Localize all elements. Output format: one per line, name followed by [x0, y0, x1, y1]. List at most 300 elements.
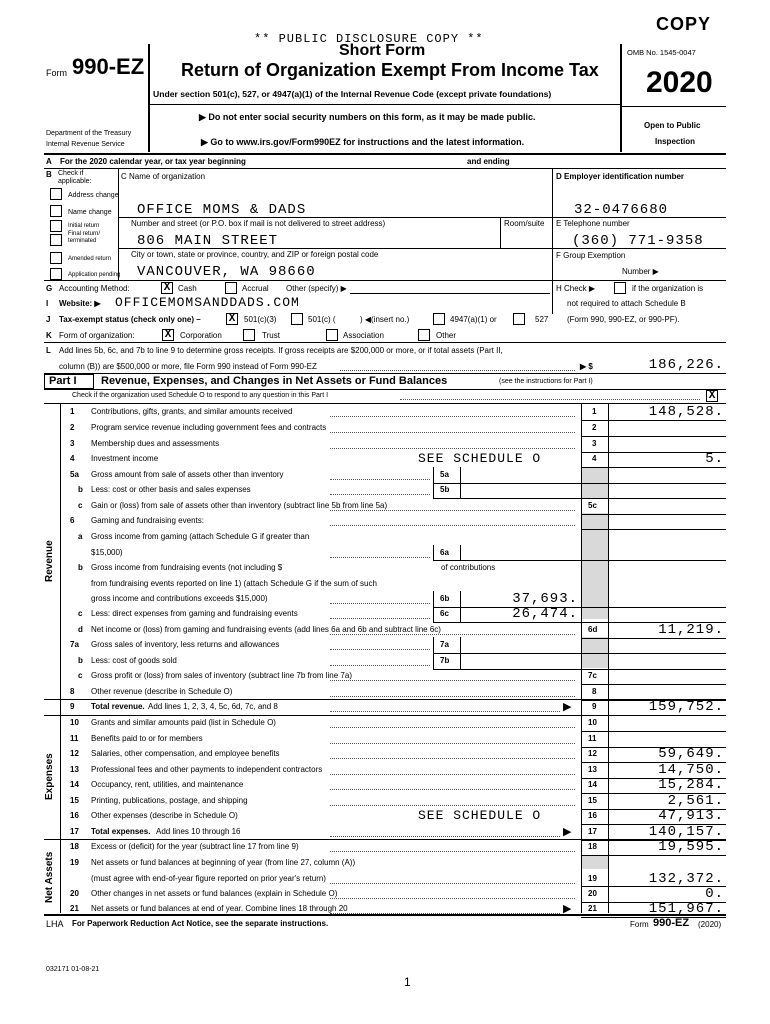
- net-assets-side-label: Net Assets: [44, 851, 55, 903]
- part1-title-note: (see the instructions for Part I): [499, 378, 593, 385]
- l5c-number: c: [78, 501, 83, 510]
- l17-amount[interactable]: 140,157.: [648, 824, 724, 840]
- address-change-label: Address change: [68, 192, 119, 199]
- l5a-number: 5a: [70, 470, 79, 479]
- omb-number: OMB No. 1545-0047: [627, 48, 696, 57]
- l5b-midbox-mid: [460, 482, 461, 498]
- open-public-1: Open to Public: [644, 121, 701, 130]
- l8-number: 8: [70, 687, 75, 696]
- l4-text: Investment income: [91, 454, 159, 463]
- l20-box-label: 20: [588, 889, 597, 898]
- amended-return-checkbox[interactable]: [50, 252, 62, 264]
- l3-number: 3: [70, 439, 75, 448]
- l5c-text: Gain or (loss) from sale of assets other than inventory (subtract line 5b from line 5a): [91, 501, 388, 510]
- street-rule: [118, 248, 552, 249]
- l19-text: Net assets or fund balances at beginning of year (from line 27, column (A)): [91, 858, 356, 867]
- room-divider: [500, 217, 501, 248]
- l1-leader: [330, 416, 575, 417]
- initial-return-label: Initial return: [68, 223, 100, 229]
- l7a-row-rule: [581, 653, 726, 654]
- l6a-midbox-bottom: [433, 560, 581, 561]
- block-bottom-rule: [44, 280, 726, 281]
- phone-label: E Telephone number: [556, 219, 630, 228]
- revenue-end-rule: [44, 699, 726, 700]
- l5a-amount-field[interactable]: [462, 467, 578, 483]
- l6b-midbox-left: [433, 591, 434, 607]
- open-public-2: Inspection: [655, 137, 696, 146]
- name-change-checkbox[interactable]: [50, 205, 62, 217]
- street-address[interactable]: 806 MAIN STREET: [137, 233, 279, 249]
- l6-row-rule: [581, 529, 726, 530]
- paperwork-notice: For Paperwork Reduction Act Notice, see the separate instructions.: [72, 919, 329, 928]
- l7a-amount-field[interactable]: [462, 637, 578, 653]
- initial-return-checkbox[interactable]: [50, 220, 62, 232]
- website-label: Website: ▶: [59, 299, 101, 308]
- l9-leader: [330, 711, 560, 712]
- l5a-text: Gross amount from sale of assets other than inventory: [91, 470, 284, 479]
- l13-leader: [330, 774, 575, 775]
- line-l-arrow: ▶ $: [580, 362, 593, 371]
- l5b-text: Less: cost or other basis and sales expenses: [91, 485, 251, 494]
- l7b-leader: [330, 665, 430, 666]
- other-method-field[interactable]: [350, 293, 550, 294]
- line-j-label: J: [46, 315, 51, 324]
- l7c-row-rule: [581, 684, 726, 685]
- l6b-text-tail: of contributions: [441, 563, 496, 572]
- header-divider-right: [620, 44, 622, 152]
- 4947-label: 4947(a)(1) or: [450, 315, 497, 324]
- l5b-leader: [330, 494, 430, 495]
- 501c3-label: 501(c)(3): [244, 315, 277, 324]
- line-b-text: Check if applicable:: [58, 170, 92, 185]
- form-title: Return of Organization Exempt From Income Tax: [181, 60, 599, 80]
- l7b-box-label: 7b: [440, 656, 450, 665]
- cash-checkbox[interactable]: X: [161, 282, 173, 294]
- expenses-side-label: Expenses: [44, 753, 55, 800]
- header-rule-1: [620, 106, 726, 107]
- col-b-divider: [118, 168, 119, 280]
- cash-label: Cash: [178, 284, 197, 293]
- l5a-box-label: 5a: [440, 470, 449, 479]
- l18-box-label: 18: [588, 842, 597, 851]
- footer-form-number: 990-EZ: [653, 917, 690, 929]
- l6a-text: Gross income from gaming (attach Schedule G if greater than: [91, 532, 310, 541]
- l17-number: 17: [70, 827, 79, 836]
- l7c-number: c: [78, 671, 83, 680]
- l7b-text: Less: cost of goods sold: [91, 656, 177, 665]
- schedule-o-leader: [400, 399, 700, 400]
- l7b-midbox-bottom: [433, 669, 581, 670]
- part1-header-rule: [44, 389, 726, 390]
- line-l-label: L: [46, 346, 51, 355]
- l6a-box-label: 6a: [440, 547, 449, 557]
- l19-amount[interactable]: 132,372.: [648, 870, 724, 887]
- disclosure-banner: ** PUBLIC DISCLOSURE COPY **: [254, 32, 484, 46]
- l19-box-label: 19: [588, 873, 597, 883]
- page-number: 1: [404, 975, 411, 989]
- l8-box-label: 8: [592, 687, 597, 696]
- l6b-amount[interactable]: 37,693.: [512, 591, 578, 607]
- group-number-label: Number ▶: [622, 267, 659, 276]
- schedule-o-check-text: Check if the organization used Schedule O to respond to any question in this Part I: [72, 392, 329, 399]
- footer-year: (2020): [698, 920, 722, 929]
- room-suite-label: Room/suite: [504, 219, 545, 228]
- l7b-midbox-mid: [460, 653, 461, 669]
- schedule-o-checkbox[interactable]: X: [706, 390, 718, 402]
- l18-row-rule: [581, 855, 726, 856]
- l7c-text: Gross profit or (loss) from sales of inventory (subtract line 7b from line 7a): [91, 671, 352, 680]
- l1-amount[interactable]: 148,528.: [648, 404, 724, 420]
- header-rule-2: [148, 104, 620, 105]
- l6d-box-label: 6d: [588, 625, 598, 634]
- l6a-midbox-mid: [460, 545, 461, 561]
- l5a-midbox-mid: [460, 467, 461, 483]
- l8-leader: [330, 696, 575, 697]
- l5a-row-rule: [581, 483, 726, 484]
- lha-label: LHA: [46, 919, 64, 929]
- l5b-amount-field[interactable]: [462, 482, 578, 498]
- l12-amount[interactable]: 59,649.: [658, 746, 724, 762]
- accounting-method-label: Accounting Method:: [59, 284, 130, 293]
- l6d-text: Net income or (loss) from gaming and fundraising events (add lines 6a and 6b and subtract line 6c): [91, 625, 441, 634]
- line-l-leader: [340, 370, 575, 371]
- l14-box-label: 14: [588, 780, 597, 789]
- l6a-row-rule: [581, 560, 726, 561]
- l6a-number: a: [78, 532, 83, 541]
- side-label-divider: [60, 403, 61, 913]
- shade-19-top: [582, 855, 608, 869]
- l3-leader: [330, 448, 575, 449]
- line-l-text2: column (B)) are $500,000 or more, file Form 990 instead of Form 990-EZ: [59, 362, 317, 371]
- l4-box-label: 4: [592, 454, 597, 463]
- l6b-text: Gross income from fundraising events (not including $: [91, 563, 283, 572]
- 527-checkbox[interactable]: [513, 313, 525, 325]
- l19-text2: (must agree with end-of-year figure reported on prior year's return): [91, 873, 326, 883]
- tax-exempt-label: Tax-exempt status (check only one) –: [59, 315, 201, 324]
- l15-amount[interactable]: 2,561.: [667, 793, 724, 809]
- l6b-text2: from fundraising events reported on line 1) (attach Schedule G if the sum of such: [91, 578, 377, 588]
- line-i-label: I: [46, 299, 49, 308]
- l20-text: Other changes in net assets or fund balances (explain in Schedule O): [91, 889, 338, 898]
- trust-label: Trust: [262, 331, 280, 340]
- ein-rule: [552, 217, 726, 218]
- line-h-text2: if the organization is: [632, 284, 704, 293]
- l2-text: Program service revenue including government fees and contracts: [91, 423, 327, 432]
- l6a-text2: $15,000): [91, 547, 123, 557]
- l6c-box-label: 6c: [440, 609, 449, 618]
- l10-row-rule: [581, 731, 726, 732]
- l9-text-tail: Add lines 1, 2, 3, 4, 5c, 6d, 7c, and 8: [148, 702, 278, 711]
- 501c-label: 501(c) (: [308, 315, 336, 324]
- l9-arrow-icon: ▶: [563, 701, 572, 713]
- l9-text: Total revenue.: [91, 702, 145, 711]
- l6a-leader: [330, 557, 430, 558]
- l15-box-label: 15: [588, 796, 597, 805]
- l7a-number: 7a: [70, 640, 79, 649]
- expenses-start-rule: [44, 715, 726, 716]
- l15-number: 15: [70, 796, 79, 805]
- 527-label: 527: [535, 315, 549, 324]
- l12-leader: [330, 758, 575, 759]
- website-value[interactable]: OFFICEMOMSANDDADS.COM: [115, 295, 300, 310]
- l6d-row-rule: [581, 638, 726, 639]
- l6-leader: [330, 525, 575, 526]
- l16-box-label: 16: [588, 811, 597, 820]
- short-form-title: Short Form: [339, 42, 426, 59]
- l21-amount[interactable]: 151,967.: [648, 901, 724, 917]
- l5b-midbox-bottom: [433, 498, 581, 499]
- l20-number: 20: [70, 889, 79, 898]
- l9-amount[interactable]: 159,752.: [648, 699, 724, 715]
- l6a-midbox-left: [433, 545, 434, 561]
- l6b-number: b: [78, 563, 83, 572]
- l14-text: Occupancy, rent, utilities, and maintenance: [91, 780, 244, 789]
- final-return-label: Final return/ terminated: [68, 231, 101, 244]
- schedule-b-checkbox[interactable]: [614, 282, 626, 294]
- l6d-number: d: [78, 625, 83, 634]
- l6c-amount[interactable]: 26,474.: [512, 606, 578, 622]
- department-line2: Internal Revenue Service: [46, 141, 125, 148]
- instructions-link[interactable]: ▶ Go to www.irs.gov/Form990EZ for instructions and the latest information.: [201, 137, 525, 147]
- application-pending-checkbox[interactable]: [50, 268, 62, 280]
- street-label: Number and street (or P.O. box if mail is not delivered to street address): [131, 219, 386, 228]
- part1-tag: Part I: [49, 375, 77, 387]
- trust-checkbox[interactable]: [243, 329, 255, 341]
- l13-number: 13: [70, 765, 79, 774]
- l16-number: 16: [70, 811, 79, 820]
- l10-text: Grants and similar amounts paid (list in Schedule O): [91, 718, 276, 727]
- line-h-text3: not required to attach Schedule B: [567, 299, 686, 308]
- l13-amount[interactable]: 14,750.: [658, 762, 724, 778]
- l19-leader: [330, 883, 575, 884]
- header-bottom-rule: [44, 153, 726, 155]
- l7a-midbox-mid: [460, 637, 461, 653]
- org-name-rule: [118, 217, 552, 218]
- l5b-midbox-left: [433, 482, 434, 498]
- footer-rule: [44, 914, 726, 916]
- l9-number: 9: [70, 702, 75, 711]
- l15-text: Printing, publications, postage, and shipping: [91, 796, 248, 805]
- l2-row-rule: [581, 436, 726, 437]
- l7b-amount-field[interactable]: [462, 653, 578, 669]
- l12-text: Salaries, other compensation, and employee benefits: [91, 749, 280, 758]
- header-divider-left: [148, 44, 150, 152]
- l5a-midbox-left: [433, 467, 434, 483]
- revenue-side-label: Revenue: [44, 540, 55, 582]
- 501c-insert-label: ) ◀(insert no.): [360, 315, 410, 324]
- accrual-checkbox[interactable]: [225, 282, 237, 294]
- line-k-label: K: [46, 331, 52, 340]
- l10-leader: [330, 727, 575, 728]
- l11-number: 11: [70, 734, 79, 743]
- l2-box-label: 2: [592, 423, 597, 432]
- l6-number: 6: [70, 516, 75, 525]
- line-g-label: G: [46, 284, 53, 293]
- l6a-amount-field[interactable]: [462, 545, 578, 561]
- l15-leader: [330, 805, 575, 806]
- l1-number: 1: [70, 407, 75, 416]
- l7a-box-label: 7a: [440, 640, 449, 649]
- 501c3-checkbox[interactable]: X: [226, 313, 238, 325]
- l7a-text: Gross sales of inventory, less returns and allowances: [91, 640, 280, 649]
- other-org-checkbox[interactable]: [418, 329, 430, 341]
- l10-number: 10: [70, 718, 79, 727]
- copy-label: COPY: [656, 14, 712, 34]
- l10-box-label: 10: [588, 718, 597, 727]
- 4947-checkbox[interactable]: [433, 313, 445, 325]
- l7b-row-rule: [581, 669, 726, 670]
- phone-value[interactable]: (360) 771-9358: [572, 233, 704, 249]
- 501c-checkbox[interactable]: [291, 313, 303, 325]
- org-form-label: Form of organization:: [59, 331, 135, 340]
- l16-amount[interactable]: 47,913.: [658, 808, 724, 824]
- l4-number: 4: [70, 454, 75, 463]
- linebox-col-right: [608, 403, 609, 913]
- l3-box-label: 3: [592, 439, 597, 448]
- l7c-box-label: 7c: [588, 671, 597, 680]
- gross-receipts-amount[interactable]: 186,226.: [648, 357, 724, 373]
- line-h-text4: (Form 990, 990-EZ, or 990-PF).: [567, 315, 680, 324]
- name-change-label: Name change: [68, 209, 112, 216]
- line-k-rule: [44, 342, 726, 343]
- l17-box-label: 17: [588, 827, 597, 836]
- l4-row-rule: [581, 467, 726, 468]
- application-pending-label: Application pending: [68, 272, 121, 278]
- l6c-midbox-left: [433, 606, 434, 622]
- l11-box-label: 11: [588, 734, 597, 743]
- l16-text: Other expenses (describe in Schedule O): [91, 811, 238, 820]
- l5b-box-label: 5b: [440, 485, 450, 494]
- l7c-leader: [330, 680, 575, 681]
- amended-return-label: Amended return: [68, 256, 112, 262]
- l6d-amount[interactable]: 11,219.: [658, 622, 724, 638]
- association-checkbox[interactable]: [326, 329, 338, 341]
- l6b-row-rule: [581, 607, 726, 608]
- l20-leader: [330, 898, 575, 899]
- phone-rule: [552, 248, 726, 249]
- expenses-end-rule: [44, 839, 726, 840]
- l21-box-label: 21: [588, 904, 597, 913]
- l14-number: 14: [70, 780, 79, 789]
- l21-text: Net assets or fund balances at end of year. Combine lines 18 through 20: [91, 904, 348, 913]
- footer-form-label: Form: [630, 920, 649, 929]
- final-return-checkbox[interactable]: [50, 234, 62, 246]
- l5c-leader: [330, 510, 575, 511]
- l18-number: 18: [70, 842, 79, 851]
- l1-row-rule: [581, 420, 726, 421]
- line-a-label: A: [46, 157, 52, 166]
- l8-text: Other revenue (describe in Schedule O): [91, 687, 233, 696]
- l7a-midbox-left: [433, 637, 434, 653]
- address-change-checkbox[interactable]: [50, 188, 62, 200]
- line-a-rule: [44, 168, 726, 169]
- l4-amount[interactable]: 5.: [705, 451, 724, 467]
- l1-box-label: 1: [592, 407, 597, 416]
- l5b-row-rule: [581, 498, 726, 499]
- l6c-text: Less: direct expenses from gaming and fundraising events: [91, 609, 298, 618]
- l6-text: Gaming and fundraising events:: [91, 516, 204, 525]
- line-a-text: For the 2020 calendar year, or tax year beginning: [60, 157, 246, 166]
- department-line1: Department of the Treasury: [46, 130, 132, 137]
- line-h-check: H Check ▶: [556, 284, 596, 293]
- l7a-leader: [330, 649, 430, 650]
- l16-see-schedule[interactable]: SEE SCHEDULE O: [418, 808, 542, 823]
- form-code: 032171 01-08-21: [46, 966, 100, 973]
- l11-text: Benefits paid to or for members: [91, 734, 203, 743]
- accrual-label: Accrual: [242, 284, 269, 293]
- line-l-rule: [44, 373, 726, 374]
- l21-number: 21: [70, 904, 79, 913]
- l13-box-label: 13: [588, 765, 597, 774]
- l2-leader: [330, 432, 575, 433]
- tax-year: 2020: [646, 66, 713, 99]
- city-label: City or town, state or province, country, and ZIP or foreign postal code: [131, 250, 379, 259]
- l5c-box-label: 5c: [588, 501, 597, 510]
- line-a-ending: and ending: [467, 157, 510, 166]
- form-number: 990-EZ: [72, 54, 145, 79]
- corporation-checkbox[interactable]: X: [162, 329, 174, 341]
- group-exemption-label: F Group Exemption: [556, 251, 626, 260]
- association-label: Association: [343, 331, 384, 340]
- part1-title: Revenue, Expenses, and Changes in Net Assets or Fund Balances: [101, 375, 448, 387]
- city-state-zip[interactable]: VANCOUVER, WA 98660: [137, 264, 316, 280]
- org-name-label: C Name of organization: [121, 172, 206, 181]
- l1-text: Contributions, gifts, grants, and similar amounts received: [91, 407, 293, 416]
- l5a-leader: [330, 479, 430, 480]
- l11-leader: [330, 743, 575, 744]
- l6b-leader: [330, 603, 430, 604]
- l7b-midbox-left: [433, 653, 434, 669]
- l21-arrow-icon: ▶: [563, 903, 572, 915]
- l14-amount[interactable]: 15,284.: [658, 777, 724, 793]
- l5c-row-rule: [581, 514, 726, 515]
- l18-amount[interactable]: 19,595.: [658, 839, 724, 855]
- other-org-label: Other: [436, 331, 457, 340]
- l20-amount[interactable]: 0.: [705, 886, 724, 902]
- l14-leader: [330, 789, 575, 790]
- form-subtitle: Under section 501(c), 527, or 4947(a)(1) of the Internal Revenue Code (except private foundations): [153, 89, 552, 99]
- l4-see-schedule[interactable]: SEE SCHEDULE O: [418, 451, 542, 466]
- l6c-number: c: [78, 609, 83, 618]
- org-name[interactable]: OFFICE MOMS & DADS: [137, 202, 307, 218]
- l6d-leader: [330, 634, 575, 635]
- l6b-text3: gross income and contributions exceeds $15,000): [91, 594, 268, 603]
- l18-leader: [330, 851, 575, 852]
- ein-value[interactable]: 32-0476680: [574, 202, 669, 218]
- l3-text: Membership dues and assessments: [91, 439, 220, 448]
- l17-text: Total expenses.: [91, 827, 151, 836]
- l12-number: 12: [70, 749, 79, 758]
- l18-text: Excess or (deficit) for the year (subtract line 17 from line 9): [91, 842, 299, 851]
- l5b-number: b: [78, 485, 83, 494]
- l19-number: 19: [70, 858, 79, 867]
- l17-leader: [330, 836, 560, 837]
- line-b-label: B: [46, 170, 52, 179]
- l9-box-label: 9: [592, 702, 597, 711]
- ssn-warning: ▶ Do not enter social security numbers on this form, as it may be made public.: [199, 112, 536, 122]
- l17-text-tail: Add lines 10 through 16: [156, 827, 241, 836]
- corporation-label: Corporation: [180, 331, 222, 340]
- l17-arrow-icon: ▶: [563, 826, 572, 838]
- form-label: Form: [46, 68, 67, 78]
- l6b-box-label: 6b: [440, 594, 450, 603]
- ein-label: D Employer identification number: [556, 172, 685, 181]
- l2-number: 2: [70, 423, 75, 432]
- other-method-label: Other (specify) ▶: [286, 284, 347, 293]
- l6c-leader: [330, 618, 430, 619]
- line-l-text1: Add lines 5b, 6c, and 7b to line 9 to determine gross receipts. If gross receipts are $200,000 or more, or if total assets (Part II,: [59, 346, 503, 355]
- col-d-divider: [552, 168, 553, 314]
